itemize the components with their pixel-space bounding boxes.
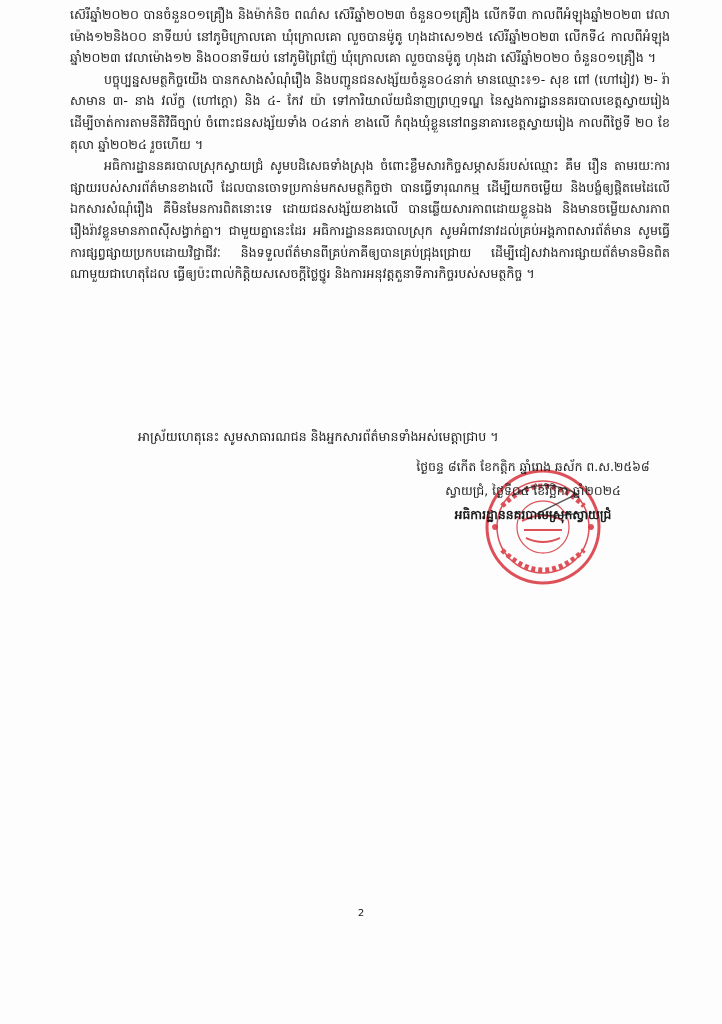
- date-signature-block: [388, 455, 678, 527]
- lunar-date: ថ្ងៃចន្ទ ៨កើត ខែកត្តិក ឆ្នាំរោង ឆស័ក ព.ស.២៥៦៨: [416, 459, 650, 474]
- solar-date: ស្វាយជ្រំ, ថ្ងៃទី០៤ ខែវិច្ឆិកា ឆ្នាំ២០២៤: [445, 483, 621, 498]
- paragraph-suspects: បច្ចុប្បន្នសមត្ថកិច្ចយើង បានកសាងសំណុំរឿង និងបញ្ជូនជនសង្ស័យចំនួន០៤នាក់ មានឈ្មោះ៖១- សុខ ពៅ (ហៅរៀវ) ២- រ៉ា សាមាន ៣- នាង វល័ក្ខ (ហៅក្តោ) និង ៤- កែវ យ៉ា ទៅការិយាល័យជំនាញព្រហ្មទណ្ឌ នៃស្នងការដ្ឋាននគរបាលខេត្តស្វាយរៀង ដើម្បីចាត់ការតាមនីតិវិធីច្បាប់ ចំពោះជនសង្ស័យទាំង ០៤នាក់ ខាងលើ កំពុងឃុំខ្លួននៅពន្ធនាគារខេត្តស្វាយរៀង កាលពីថ្ងៃទី ២០ ខែតុលា ឆ្នាំ២០២៤ រួចហើយ ។: [70, 71, 670, 152]
- paragraph-denial: អធិការដ្ឋាននគរបាលស្រុកស្វាយជ្រំ សូមបដិសេធទាំងស្រុង ចំពោះខ្លឹមសារកិច្ចសម្ភាសន៍របស់ឈ្មោះ គឹម រឿន តាមរយៈការផ្សាយរបស់សារព័ត៌មានខាងលើ ដែលបានចោទប្រកាន់មកសមត្ថកិច្ចថា បានធ្វើទារុណកម្ម ដើម្បីយកចម្លើយ និងបង្ខំឲ្យផ្តិតមេដៃលើឯកសារសំណុំរឿង គឺមិនមែនការពិតនោះទេ ដោយជនសង្ស័យខាងលើ បានឆ្លើយសារភាពដោយខ្លួនឯង និងមានចម្លើយសារភាពរឿងរ៉ាវខ្លួនមានភាពស៊ីសង្វាក់គ្នា។ ជាមួយគ្នានេះដែរ អធិការដ្ឋាននគរបាលស្រុក សូមអំពាវនាវដល់គ្រប់អង្គភាពសារព័ត៌មាន សូមធ្វើការផ្សព្វផ្សាយប្រកបដោយវិជ្ជាជីវៈ និងទទួលព័ត៌មានពីគ្រប់ភាគីឲ្យបានគ្រប់ជ្រុងជ្រោយ ដើម្បីជៀសវាងការផ្សាយព័ត៌មានមិនពិតណាមួយជាហេតុដែល ធ្វើឲ្យប៉ះពាល់កិត្តិយសសេចក្តីថ្លៃថ្នូរ និងការអនុវត្តតួនាទីភារកិច្ចរបស់សមត្ថកិច្ច ។: [70, 158, 670, 282]
- signer-title: អធិការដ្ឋាននគរបាលស្រុកស្វាយជ្រំ: [454, 507, 612, 522]
- page-number: 2: [357, 908, 365, 919]
- paragraph-continuation: ស៊េរីឆ្នាំ២០២០ បានចំនួន០១គ្រឿង និងម៉ាក់និច ពណ៌ស ស៊េរីឆ្នាំ២០២៣ ចំនួន០១គ្រឿង លើកទី៣ កាលពីអំឡុងឆ្នាំ២០២៣ វេលាម៉ោង១២និង០០ នាទីយប់ នៅភូមិក្រោលគោ ឃុំក្រោលគោ លួចបានម៉ូតូ ហុងដាសេ១២៥ ស៊េរីឆ្នាំ២០២៣ លើកទី៤ កាលពីអំឡុងឆ្នាំ២០២៣ វេលាម៉ោង១២ និង០០នាទីយប់ នៅភូមិព្រៃញ៉ែ ឃុំក្រោលគោ លួចបានម៉ូតូ ហុងដា ស៊េរីឆ្នាំ២០២០ ចំនួន០១គ្រឿង ។: [70, 7, 670, 66]
- letter-body: [70, 4, 670, 285]
- closing-line: អាស្រ័យហេតុនេះ សូមសាធារណជន និងអ្នកសារព័ត៌មានទាំងអស់មេត្តាជ្រាប ។: [138, 429, 499, 444]
